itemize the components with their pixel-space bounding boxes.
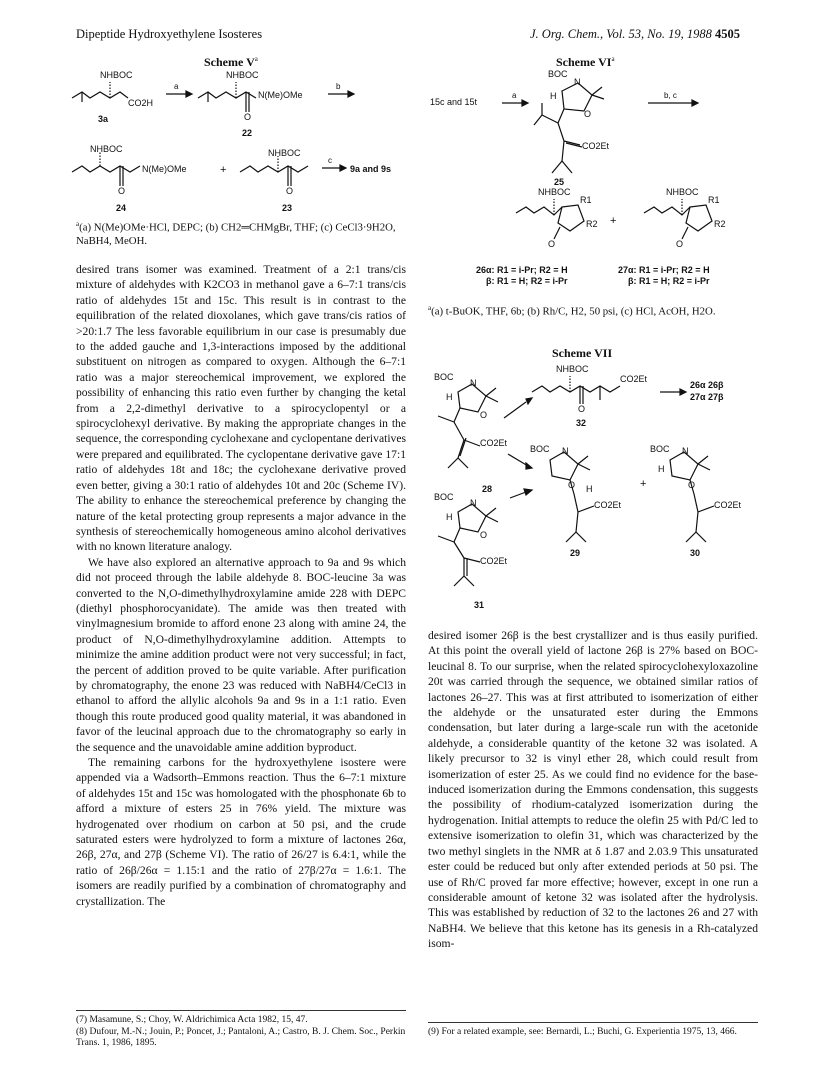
n-atom: N bbox=[470, 378, 477, 388]
paragraph: We have also explored an alternative approach to 9a and 9s which did not proceed through the labile aldehyde 8. BOC-leucine 3a was converted to the N,O-dimethylhydroxylamine amide 228 with DEPC (diethyl phosphorocyanidate). The amide was then treated with vinylmagnesium bromide to afford enone 23 along with amine 24, the product of N,O-dimethylhydroxylamine addition. Attempts to minimize the amine addition product were not very successful; in fact, the percent of addition proved to be quite variable. After purification by chromatography, the enone 23 was reduced with NaBH4/CeCl3 in ethanol to afford the allylic alcohols 9a and 9s in a 1:1 ratio. Even though this route produced good quality material, it was abandoned in favor of the leucinal approach due to the chromatography so early in the sequence and the unavoidable amine addition byproduct. bbox=[76, 555, 406, 754]
paragraph: desired isomer 26β is the best crystallizer and is thus easily purified. At this point the overall yield of lactone 26β is 27% based on BOC-leucinal 8. To our surprise, when the related spirocyclohexyloxazoline 20t was carried through the sequence, we obtained similar ratios of lactones 26–27. This was at first attributed to isomerization of either the aldehyde or the unsaturated ester during the Emmons condensation, but later during a large-scale run with the acetonide aldehyde, a considerable quantity of the ketone 32 was isolated. A likely precursor to 32 is vinyl ether 28, which could result from isomerization of ester 25. As we could find no evidence for the base-induced isomerization during the Emmons condensation, this suggests the possibility of rhodium-catalyzed isomerization during the hydrogenation. Initial attempts to reduce the olefin 25 with Pd/C led to extensive isomerization to olefin 31, which was characterized by the two methyl singlets in the NMR at δ 1.87 and 2.03.9 This unsaturated ester could be reduced but only after extended periods at 50 psi. The use of Rh/C proved far more effective; however, except in one run a considerable amount of ketone 32 was isolated after the hydrolysis. This was established by reduction of 32 to the lactones 26 and 27 with NaBH4. We believe that this ketone has its genesis in a Rh-catalyzed isom- bbox=[428, 629, 758, 951]
footnote-rule bbox=[76, 1010, 406, 1011]
carbonyl-o: O bbox=[286, 186, 294, 196]
reactants-15c-15t: 15c and 15t bbox=[430, 97, 478, 107]
step-a: a bbox=[512, 91, 517, 100]
boc-label: BOC bbox=[434, 492, 454, 502]
journal-citation bbox=[530, 27, 740, 42]
compound-22: 22 bbox=[242, 128, 253, 138]
reference-8: (8) Dufour, M.-N.; Jouin, P.; Poncet, J.; Pantaloni, A.; Castro, B. J. Chem. Soc., Perkin Trans. 1, 1986, 1895. bbox=[76, 1026, 406, 1048]
nhboc-label: NHBOC bbox=[90, 144, 123, 154]
n-atom: N bbox=[470, 498, 477, 508]
paragraph: The remaining carbons for the hydroxyethylene isostere were appended via a Wadsorth–Emmons reaction. Thus the 6–7:1 mixture of aldehydes 15t and 15c was homologated with the phosphonate 6b to afford a mixture of esters 25 in 76% yield. The mixture was hydrogenated over rhodium on carbon at 50 psi, and the crude saturated esters were hydrolyzed to form a mixture of lactones 26α, 26β, 27α, and 27β (Scheme VI). The ratio of 26/27 is 6.4:1, while the ratio of 26β/26α = 1.15:1 and the ratio of 27β/27α = 1.6:1. The isomers are readily purified by a combination of chromatography and crystallization. The bbox=[76, 756, 406, 908]
page-number: 4505 bbox=[714, 27, 740, 41]
plus-sign: + bbox=[610, 215, 617, 227]
co2h-label: CO2H bbox=[128, 98, 154, 108]
scheme-7-graphic bbox=[428, 362, 758, 612]
compound-23: 23 bbox=[282, 203, 293, 213]
h-atom: H bbox=[446, 512, 453, 522]
plus-sign: + bbox=[220, 164, 227, 176]
nhboc-label: NHBOC bbox=[100, 70, 133, 80]
co2et-label: CO2Et bbox=[594, 500, 622, 510]
step-bc: b, c bbox=[664, 91, 677, 100]
legend-27a: 27α: R1 = i-Pr; R2 = H bbox=[618, 265, 710, 275]
carbonyl-o: O bbox=[244, 112, 252, 122]
legend-26a: 26α: R1 = i-Pr; R2 = H bbox=[476, 265, 568, 275]
scheme-6-title: Scheme $VI^a$ bbox=[556, 55, 615, 69]
boc-label: BOC bbox=[548, 69, 568, 79]
left-column bbox=[76, 262, 406, 909]
nhboc-label: NHBOC bbox=[538, 187, 571, 197]
nhboc-label: NHBOC bbox=[226, 70, 259, 80]
n-atom: N bbox=[562, 446, 569, 456]
r1-label: R1 bbox=[708, 195, 720, 205]
co2et-label: CO2Et bbox=[620, 374, 648, 384]
compound-24: 24 bbox=[116, 203, 127, 213]
o-atom: O bbox=[568, 480, 576, 490]
products-26: 26α 26β bbox=[690, 380, 724, 390]
o-atom: O bbox=[480, 530, 488, 540]
h-atom: H bbox=[658, 464, 665, 474]
compound-31: 31 bbox=[474, 600, 485, 610]
reference-7: (7) Masamune, S.; Choy, W. Aldrichimica Acta 1982, 15, 47. bbox=[76, 1015, 308, 1025]
o-atom: O bbox=[480, 410, 488, 420]
co2et-label: CO2Et bbox=[714, 500, 742, 510]
compound-25: 25 bbox=[554, 177, 565, 187]
legend-27b: β: R1 = H; R2 = i-Pr bbox=[628, 276, 710, 286]
footnote-rule bbox=[428, 1022, 758, 1023]
references-right bbox=[428, 1027, 758, 1039]
compound-32: 32 bbox=[576, 418, 587, 428]
step-b: b bbox=[336, 82, 341, 91]
legend-26b: β: R1 = H; R2 = i-Pr bbox=[486, 276, 568, 286]
compound-3a: 3a bbox=[98, 114, 109, 124]
compound-29: 29 bbox=[570, 548, 581, 558]
plus-sign: + bbox=[640, 478, 647, 490]
scheme-5-graphic bbox=[70, 68, 400, 213]
boc-label: BOC bbox=[650, 444, 670, 454]
products-27: 27α 27β bbox=[690, 392, 724, 402]
scheme-6-graphic bbox=[430, 65, 760, 300]
nhboc-label: NHBOC bbox=[556, 364, 589, 374]
n-atom: N bbox=[574, 77, 581, 87]
h-atom: H bbox=[586, 484, 593, 494]
scheme-5-footnote: $^a$(a) N(Me)OMe·HCl, DEPC; (b) CH2═CHMgBr, THF; (c) CeCl3·9H2O, NaBH4, MeOH. bbox=[76, 220, 396, 247]
reference-9: (9) For a related example, see: Bernardi, L.; Buchi, G. Experientia 1975, 13, 466. bbox=[428, 1027, 737, 1037]
o-atom: O bbox=[688, 480, 696, 490]
r1-label: R1 bbox=[580, 195, 592, 205]
boc-label: BOC bbox=[434, 372, 454, 382]
boc-label: BOC bbox=[530, 444, 550, 454]
journal-name: J. Org. Chem., bbox=[530, 27, 604, 41]
carbonyl-o: O bbox=[118, 186, 126, 196]
step-c: c bbox=[328, 156, 332, 165]
compound-28: 28 bbox=[482, 484, 493, 494]
carbonyl-o: O bbox=[548, 239, 556, 249]
step-a: a bbox=[174, 82, 179, 91]
co2et-label: CO2Et bbox=[480, 438, 508, 448]
journal-volume: Vol. 53, No. 19, 1988 bbox=[606, 27, 712, 41]
paragraph: desired trans isomer was examined. Treatment of a 2:1 trans/cis mixture of aldehydes with K2CO3 in methanol gave a 6–7:1 trans/cis ratio of aldehydes 15t and 15c. This result is in contrast to the equilibration of the related dioxolanes, which gave trans/cis ratios of >20:1.7 The less favorable equilibrium in our case is presumably due to the added gauche and 1,3-interactions imposed by the additional substituent on nitrogen as compared to oxygen. Although the 6–7:1 ratio was a major stereochemical improvement, we explored the possibility of enhancing this ratio even further by changing the ketal from a 2,2-dimethyl derivative to a spirocyclopentyl or a spirocyclohexyl derivative. By making the appropriate changes in the sequence, the corresponding cyclohexane and cyclopentane derivatives were prepared and equilibrated. The cyclopentane derivative gave 17:1 ratio of aldehydes 18t and 18c; the cyclohexane derivative proved even better, giving a 30:1 ratio of aldehydes 10t and 20c (Scheme IV). The ability to enhance the stereochemical preference by changing the nature of the ketal protecting group represents a major advance in the synthesis of stereochemically homogeneous amino alcohol derivatives with no known literature analogy. bbox=[76, 263, 406, 554]
products-9a-9s: 9a and 9s bbox=[350, 164, 392, 174]
n-me-ome-label: N(Me)OMe bbox=[142, 164, 187, 174]
co2et-label: CO2Et bbox=[582, 141, 610, 151]
references-left bbox=[76, 1015, 406, 1050]
h-atom: H bbox=[550, 91, 557, 101]
scheme-6-footnote: $^a$(a) t-BuOK, THF, 6b; (b) Rh/C, H2, 50 psi, (c) HCl, AcOH, H2O. bbox=[428, 304, 716, 318]
compound-30: 30 bbox=[690, 548, 701, 558]
right-column bbox=[428, 628, 758, 952]
r2-label: R2 bbox=[714, 219, 726, 229]
carbonyl-o: O bbox=[676, 239, 684, 249]
o-atom: O bbox=[584, 109, 592, 119]
scheme-5-title: Scheme $V^a$ bbox=[204, 55, 258, 69]
co2et-label: CO2Et bbox=[480, 556, 508, 566]
n-atom: N bbox=[682, 446, 689, 456]
nhboc-label: NHBOC bbox=[268, 148, 301, 158]
nhboc-label: NHBOC bbox=[666, 187, 699, 197]
h-atom: H bbox=[446, 392, 453, 402]
scheme-7-title: Scheme VII bbox=[552, 346, 613, 360]
r2-label: R2 bbox=[586, 219, 598, 229]
running-title: Dipeptide Hydroxyethylene Isosteres bbox=[76, 27, 263, 41]
carbonyl-o: O bbox=[578, 404, 586, 414]
n-me-ome-label: N(Me)OMe bbox=[258, 90, 303, 100]
